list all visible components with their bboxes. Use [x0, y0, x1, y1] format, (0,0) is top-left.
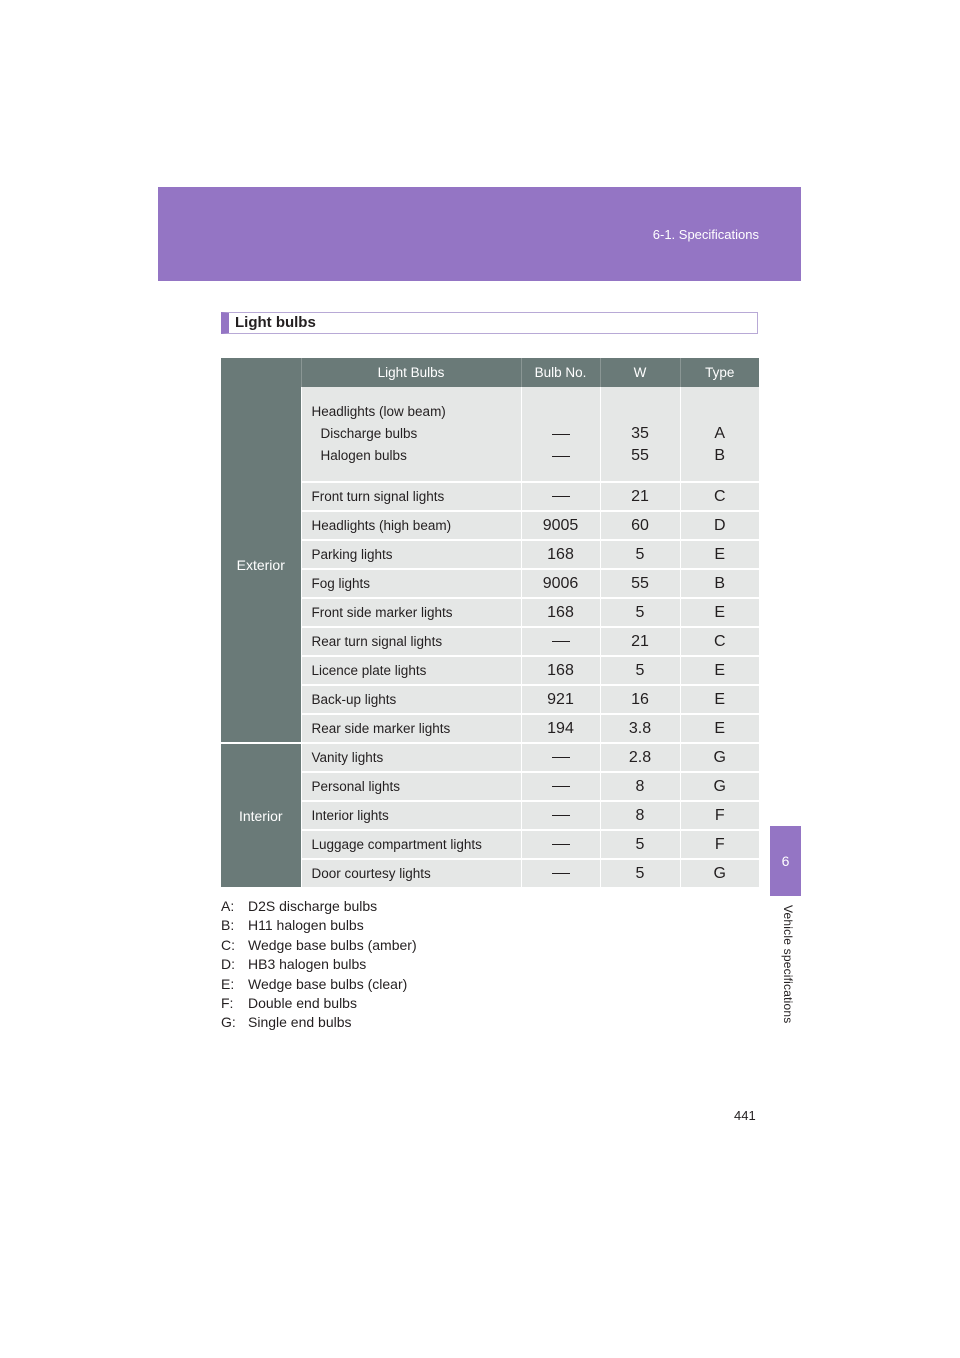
legend-item [221, 994, 417, 1013]
bulb-number: 9005 [521, 511, 600, 540]
dash-mark [552, 786, 570, 787]
dash-mark [552, 844, 570, 845]
table-row [221, 627, 759, 656]
bulb-type: D [680, 511, 759, 540]
dash-mark [552, 496, 570, 497]
table-row [221, 714, 759, 743]
bulb-number: 194 [521, 714, 600, 743]
table-row [221, 772, 759, 801]
bulb-name: Vanity lights [301, 743, 521, 772]
legend-text: Single end bulbs [248, 1014, 352, 1031]
bulb-number: 9006 [521, 569, 600, 598]
dash-mark [552, 815, 570, 816]
bulb-type: G [680, 743, 759, 772]
wattage-value: 55 [631, 447, 649, 464]
bulb-name: Headlights (high beam) [301, 511, 521, 540]
dash-mark [552, 641, 570, 642]
wattage: 8 [600, 801, 680, 830]
legend-text: Wedge base bulbs (amber) [248, 936, 417, 953]
legend-item [221, 916, 417, 935]
legend-key: B: [221, 917, 235, 934]
bulb-name: Rear turn signal lights [301, 627, 521, 656]
wattage [600, 387, 680, 482]
light-bulbs-table [221, 358, 759, 889]
table-row [221, 387, 759, 482]
chapter-number: 6 [781, 853, 790, 869]
bulb-name: Front side marker lights [301, 598, 521, 627]
bulb-name: Back-up lights [301, 685, 521, 714]
wattage: 3.8 [600, 714, 680, 743]
bulb-type: E [680, 598, 759, 627]
wattage-value: 35 [631, 425, 649, 442]
bulb-number [521, 859, 600, 888]
category-interior: Interior [221, 743, 301, 888]
legend-key: F: [221, 995, 234, 1012]
wattage: 5 [600, 598, 680, 627]
bulb-number [521, 743, 600, 772]
bulb-name: Interior lights [301, 801, 521, 830]
bulb-name: Personal lights [301, 772, 521, 801]
table-header-row [221, 358, 759, 387]
table-row [221, 511, 759, 540]
section-title: Light bulbs [221, 312, 758, 334]
bulb-name: Front turn signal lights [301, 482, 521, 511]
bulb-type: E [680, 656, 759, 685]
wattage: 5 [600, 656, 680, 685]
table-row [221, 859, 759, 888]
wattage: 5 [600, 859, 680, 888]
bulb-name: Door courtesy lights [301, 859, 521, 888]
legend-key: G: [221, 1014, 236, 1031]
section-heading: 6-1. Specifications [652, 227, 759, 242]
legend-key: D: [221, 956, 235, 973]
table-row [221, 656, 759, 685]
table-row [221, 569, 759, 598]
bulb-type: E [680, 540, 759, 569]
bulb-name: Luggage compartment lights [301, 830, 521, 859]
bulb-name: Parking lights [301, 540, 521, 569]
bulb-name-sub: Discharge bulbs [320, 426, 418, 441]
bulb-number [521, 387, 600, 482]
legend-item [221, 897, 417, 916]
legend-item [221, 1013, 417, 1032]
legend-text: Wedge base bulbs (clear) [248, 975, 408, 992]
legend-text: H11 halogen bulbs [248, 917, 364, 934]
bulb-number [521, 627, 600, 656]
wattage: 8 [600, 772, 680, 801]
page-number: 441 [734, 1108, 756, 1123]
bulb-type: C [680, 482, 759, 511]
legend-text: Double end bulbs [248, 995, 357, 1012]
table-row [221, 830, 759, 859]
dash-mark [552, 456, 570, 457]
bulb-name [301, 387, 521, 482]
table-row [221, 685, 759, 714]
type-value: A [714, 425, 726, 442]
column-header: Bulb No. [521, 358, 600, 387]
bulb-number: 168 [521, 540, 600, 569]
bulb-type: C [680, 627, 759, 656]
bulb-number [521, 482, 600, 511]
bulb-name: Licence plate lights [301, 656, 521, 685]
column-header: W [600, 358, 680, 387]
category-exterior: Exterior [221, 387, 301, 743]
wattage: 5 [600, 540, 680, 569]
table-row [221, 801, 759, 830]
bulb-number [521, 801, 600, 830]
legend-key: C: [221, 936, 235, 953]
legend-item [221, 955, 417, 974]
bulb-type [680, 387, 759, 482]
bulb-type: G [680, 772, 759, 801]
column-header: Light Bulbs [301, 358, 521, 387]
legend-key: A: [221, 898, 235, 914]
header-band [158, 187, 801, 281]
bulb-number [521, 772, 600, 801]
table-row [221, 743, 759, 772]
legend-item [221, 936, 417, 955]
bulb-number: 168 [521, 598, 600, 627]
chapter-tab [770, 826, 801, 896]
bulb-type: E [680, 714, 759, 743]
wattage: 2.8 [600, 743, 680, 772]
bulb-type: G [680, 859, 759, 888]
header-blank [221, 358, 301, 387]
table-row [221, 482, 759, 511]
table-row [221, 598, 759, 627]
bulb-name-main: Headlights (low beam) [311, 404, 446, 419]
bulb-name-sub: Halogen bulbs [320, 448, 407, 463]
bulb-number: 921 [521, 685, 600, 714]
bulb-type: B [680, 569, 759, 598]
bulb-type: F [680, 801, 759, 830]
bulb-number [521, 830, 600, 859]
table-row [221, 540, 759, 569]
wattage: 60 [600, 511, 680, 540]
bulb-name: Rear side marker lights [301, 714, 521, 743]
bulb-type: E [680, 685, 759, 714]
wattage: 55 [600, 569, 680, 598]
dash-mark [552, 757, 570, 758]
legend-key: E: [221, 975, 235, 992]
type-legend [221, 897, 417, 1033]
wattage: 16 [600, 685, 680, 714]
type-value: B [714, 447, 726, 464]
wattage: 21 [600, 482, 680, 511]
dash-mark [552, 873, 570, 874]
dash-mark [552, 434, 570, 435]
legend-text: HB3 halogen bulbs [248, 956, 367, 973]
legend-item [221, 975, 417, 994]
bulb-name: Fog lights [301, 569, 521, 598]
bulb-type: F [680, 830, 759, 859]
column-header: Type [680, 358, 759, 387]
chapter-label: Vehicle specifications [781, 905, 795, 1024]
legend-text: D2S discharge bulbs [248, 898, 378, 914]
bulb-number: 168 [521, 656, 600, 685]
wattage: 5 [600, 830, 680, 859]
wattage: 21 [600, 627, 680, 656]
